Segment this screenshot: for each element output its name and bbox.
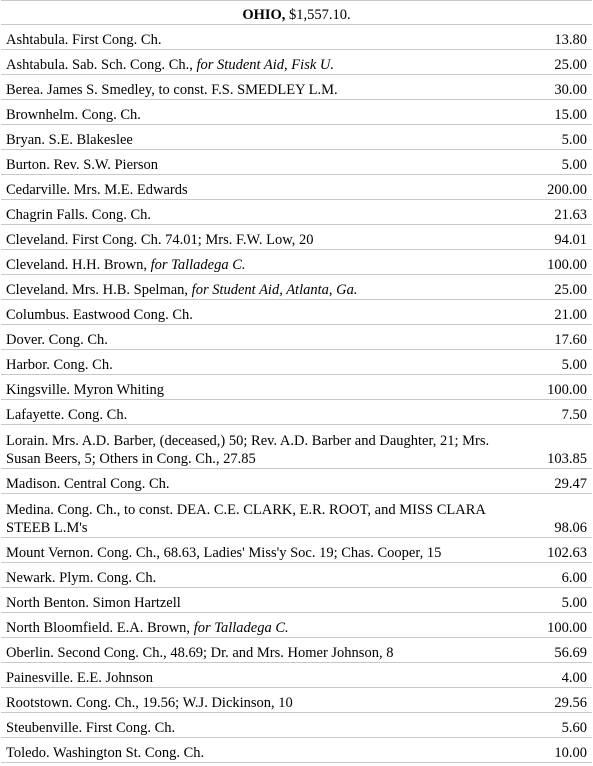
donor-text: Berea. James S. Smedley, to const. F.S. SMEDLEY L.M.	[6, 82, 338, 98]
table-row	[1, 613, 592, 638]
row-amount: 5.00	[512, 150, 592, 175]
table-row	[1, 75, 592, 100]
donor-text: Burton. Rev. S.W. Pierson	[6, 157, 158, 173]
table-row	[1, 300, 592, 325]
state-name: OHIO,	[242, 7, 286, 23]
table-row	[1, 563, 592, 588]
row-description	[1, 225, 512, 250]
row-amount: 17.60	[512, 325, 592, 350]
row-amount: 103.85	[512, 425, 592, 469]
table-row	[1, 100, 592, 125]
row-amount: 100.00	[512, 613, 592, 638]
table-row	[1, 275, 592, 300]
donor-text: Ashtabula. First Cong. Ch.	[6, 32, 162, 48]
table-heading	[1, 1, 592, 25]
row-amount: 100.00	[512, 375, 592, 400]
row-amount: 200.00	[512, 175, 592, 200]
table-row	[1, 200, 592, 225]
donor-text: Newark. Plym. Cong. Ch.	[6, 570, 157, 586]
donor-text: Kingsville. Myron Whiting	[6, 382, 165, 398]
table-row	[1, 175, 592, 200]
row-amount: 29.56	[512, 688, 592, 713]
row-description	[1, 300, 512, 325]
row-amount: 102.63	[512, 538, 592, 563]
row-amount: 7.50	[512, 400, 592, 425]
row-description	[1, 538, 512, 563]
donor-text: Lafayette. Cong. Ch.	[6, 407, 128, 423]
row-description	[1, 494, 512, 538]
donor-text: Bryan. S.E. Blakeslee	[6, 132, 133, 148]
row-description	[1, 613, 512, 638]
row-description	[1, 275, 512, 300]
row-amount: 5.60	[512, 713, 592, 738]
row-amount: 21.00	[512, 300, 592, 325]
row-amount: 56.69	[512, 638, 592, 663]
donor-text: Madison. Central Cong. Ch.	[6, 476, 170, 492]
donor-text: North Bloomfield. E.A. Brown,	[6, 620, 194, 636]
table-row	[1, 250, 592, 275]
row-description	[1, 638, 512, 663]
donor-text: Toledo. Washington St. Cong. Ch.	[6, 745, 205, 761]
row-description	[1, 325, 512, 350]
row-description	[1, 688, 512, 713]
row-amount: 13.80	[512, 25, 592, 50]
donor-text: Lorain. Mrs. A.D. Barber, (deceased,) 50; Rev. A.D. Barber and Daughter, 21; Mrs. Susan Beers, 5; Others in Cong. Ch., 27.85	[6, 433, 490, 467]
row-description	[1, 50, 512, 75]
row-description	[1, 25, 512, 50]
donor-text: Rootstown. Cong. Ch., 19.56; W.J. Dickinson, 10	[6, 695, 293, 711]
table-row	[1, 469, 592, 494]
table-row	[1, 494, 592, 538]
row-description	[1, 75, 512, 100]
row-amount: 100.00	[512, 250, 592, 275]
table-row	[1, 538, 592, 563]
table-row	[1, 25, 592, 50]
row-amount: 25.00	[512, 50, 592, 75]
row-amount: 5.00	[512, 350, 592, 375]
row-description	[1, 738, 512, 763]
table-row	[1, 400, 592, 425]
donor-text: Cleveland. Mrs. H.B. Spelman,	[6, 282, 192, 298]
table-row	[1, 588, 592, 613]
donor-text: Cleveland. First Cong. Ch. 74.01; Mrs. F.W. Low, 20	[6, 232, 314, 248]
row-description	[1, 588, 512, 613]
table-row	[1, 150, 592, 175]
row-description	[1, 150, 512, 175]
table-row	[1, 713, 592, 738]
row-amount: 21.63	[512, 200, 592, 225]
donor-text: Brownhelm. Cong. Ch.	[6, 107, 141, 123]
row-amount: 5.00	[512, 125, 592, 150]
row-amount: 98.06	[512, 494, 592, 538]
table-row	[1, 688, 592, 713]
row-description	[1, 375, 512, 400]
row-description	[1, 400, 512, 425]
donor-text: Harbor. Cong. Ch.	[6, 357, 113, 373]
row-amount: 4.00	[512, 663, 592, 688]
donor-text: Steubenville. First Cong. Ch.	[6, 720, 176, 736]
donor-text: Cleveland. H.H. Brown,	[6, 257, 151, 273]
row-description	[1, 100, 512, 125]
designation-note: for Student Aid, Fisk U.	[196, 57, 334, 73]
row-description	[1, 425, 512, 469]
row-description	[1, 563, 512, 588]
row-amount: 25.00	[512, 275, 592, 300]
row-amount: 10.00	[512, 738, 592, 763]
designation-note: for Student Aid, Atlanta, Ga.	[191, 282, 358, 298]
donor-text: Ashtabula. Sab. Sch. Cong. Ch.,	[6, 57, 197, 73]
table-row	[1, 225, 592, 250]
row-amount: 6.00	[512, 563, 592, 588]
row-amount: 15.00	[512, 100, 592, 125]
donor-text: Dover. Cong. Ch.	[6, 332, 108, 348]
designation-note: for Talladega C.	[193, 620, 289, 636]
table-row	[1, 663, 592, 688]
row-description	[1, 200, 512, 225]
row-amount: 30.00	[512, 75, 592, 100]
donor-text: Columbus. Eastwood Cong. Ch.	[6, 307, 193, 323]
row-amount: 5.00	[512, 588, 592, 613]
table-row	[1, 350, 592, 375]
row-description	[1, 713, 512, 738]
row-description	[1, 350, 512, 375]
state-total: $1,557.10.	[285, 7, 351, 23]
donor-text: Mount Vernon. Cong. Ch., 68.63, Ladies' Miss'y Soc. 19; Chas. Cooper, 15	[6, 545, 442, 561]
row-description	[1, 663, 512, 688]
table-row	[1, 325, 592, 350]
table-row	[1, 125, 592, 150]
row-description	[1, 469, 512, 494]
donor-text: Cedarville. Mrs. M.E. Edwards	[6, 182, 188, 198]
table-header-row	[1, 1, 592, 25]
donor-text: North Benton. Simon Hartzell	[6, 595, 181, 611]
contributions-table	[1, 0, 592, 763]
donor-text: Oberlin. Second Cong. Ch., 48.69; Dr. and Mrs. Homer Johnson, 8	[6, 645, 394, 661]
row-description	[1, 250, 512, 275]
table-row	[1, 50, 592, 75]
row-amount: 29.47	[512, 469, 592, 494]
row-description	[1, 175, 512, 200]
table-row	[1, 425, 592, 469]
table-row	[1, 375, 592, 400]
row-description	[1, 125, 512, 150]
donor-text: Painesville. E.E. Johnson	[6, 670, 154, 686]
table-row	[1, 738, 592, 763]
donor-text: Medina. Cong. Ch., to const. DEA. C.E. CLARK, E.R. ROOT, and MISS CLARA STEEB L.M's	[6, 502, 486, 536]
donor-text: Chagrin Falls. Cong. Ch.	[6, 207, 152, 223]
row-amount: 94.01	[512, 225, 592, 250]
table-row	[1, 638, 592, 663]
designation-note: for Talladega C.	[150, 257, 246, 273]
